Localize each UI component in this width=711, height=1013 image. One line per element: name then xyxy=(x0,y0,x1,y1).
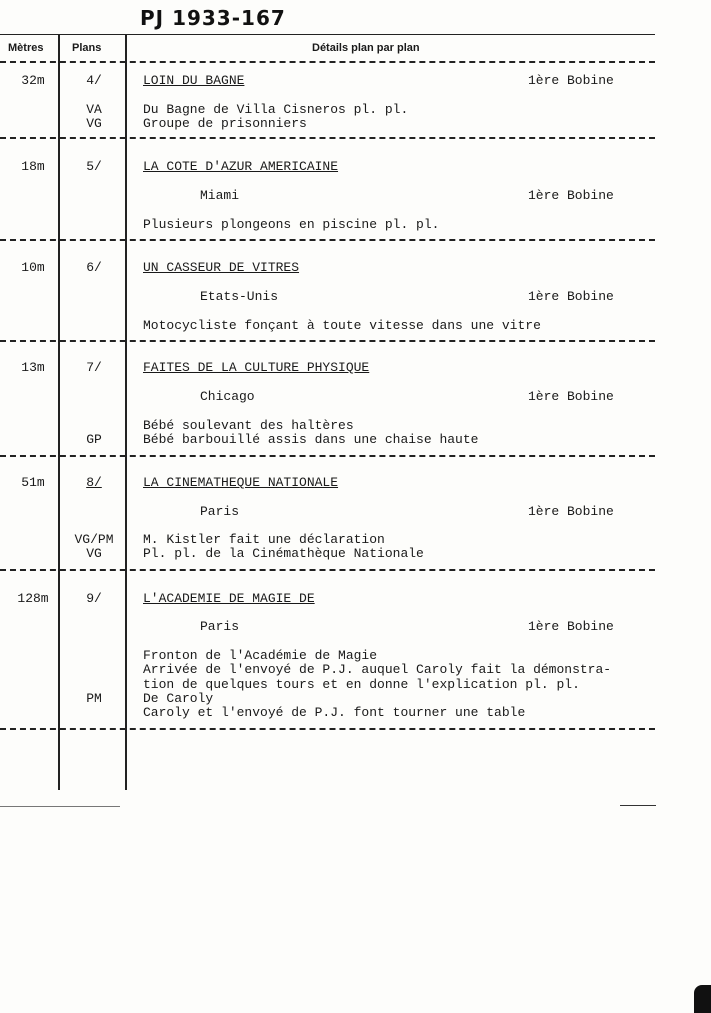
row-plan: 4/ xyxy=(86,73,102,88)
row-metres: 10m xyxy=(21,260,45,275)
row-plan: 5/ xyxy=(86,159,102,174)
row-bobine: 1ère Bobine xyxy=(528,619,614,634)
column-divider-metres xyxy=(58,35,60,790)
row-bobine: 1ère Bobine xyxy=(528,389,614,404)
page-edge-mark xyxy=(694,985,711,1013)
row-bobine: 1ère Bobine xyxy=(528,504,614,519)
row-metres: 51m xyxy=(21,475,45,490)
row-title: LA COTE D'AZUR AMERICAINE xyxy=(143,159,339,174)
row-separator xyxy=(0,239,655,241)
line-text: De Caroly xyxy=(143,691,214,706)
line-text: M. Kistler fait une déclaration xyxy=(143,532,385,547)
bottom-rule xyxy=(0,806,120,807)
line-code: GP xyxy=(86,432,102,447)
row-plan: 7/ xyxy=(86,360,102,375)
row-bobine: 1ère Bobine xyxy=(528,188,614,203)
row-bobine: 1ère Bobine xyxy=(528,73,614,88)
row-location: Paris xyxy=(200,504,240,519)
bottom-rule-right xyxy=(620,805,656,806)
line-text: Plusieurs plongeons en piscine pl. pl. xyxy=(143,217,440,232)
line-code: VG xyxy=(86,116,102,131)
line-code: VG/PM xyxy=(74,532,114,547)
line-text: tion de quelques tours et en donne l'explication pl. pl. xyxy=(143,677,580,692)
line-text: Pl. pl. de la Cinémathèque Nationale xyxy=(143,546,424,561)
line-text: Bébé soulevant des haltères xyxy=(143,418,354,433)
row-location: Miami xyxy=(200,188,240,203)
column-divider-plans xyxy=(125,35,127,790)
row-separator xyxy=(0,728,655,730)
row-metres: 32m xyxy=(21,73,45,88)
row-title: L'ACADEMIE DE MAGIE DE xyxy=(143,591,315,606)
column-header-details: Détails plan par plan xyxy=(312,42,420,54)
column-header-plans: Plans xyxy=(72,42,102,54)
line-text: Fronton de l'Académie de Magie xyxy=(143,648,378,663)
row-title: UN CASSEUR DE VITRES xyxy=(143,260,300,275)
line-code: VG xyxy=(86,546,102,561)
line-code: VA xyxy=(86,102,102,117)
line-text: Caroly et l'envoyé de P.J. font tourner une table xyxy=(143,705,526,720)
line-text: Bébé barbouillé assis dans une chaise haute xyxy=(143,432,479,447)
row-location: Etats-Unis xyxy=(200,289,279,304)
line-text: Motocycliste fonçant à toute vitesse dans une vitre xyxy=(143,318,541,333)
row-plan: 6/ xyxy=(86,260,102,275)
row-title: LOIN DU BAGNE xyxy=(143,73,245,88)
row-title: FAITES DE LA CULTURE PHYSIQUE xyxy=(143,360,370,375)
row-location: Paris xyxy=(200,619,240,634)
line-code: PM xyxy=(86,691,102,706)
handwritten-reference: PJ 1933-167 xyxy=(140,6,286,30)
row-bobine: 1ère Bobine xyxy=(528,289,614,304)
row-plan: 9/ xyxy=(86,591,102,606)
line-text: Arrivée de l'envoyé de P.J. auquel Caroly fait la démonstra- xyxy=(143,662,612,677)
row-metres: 128m xyxy=(17,591,49,606)
line-text: Groupe de prisonniers xyxy=(143,116,307,131)
column-header-metres: Mètres xyxy=(8,42,44,54)
row-title: LA CINEMATHEQUE NATIONALE xyxy=(143,475,339,490)
row-separator xyxy=(0,455,655,457)
line-text: Du Bagne de Villa Cisneros pl. pl. xyxy=(143,102,409,117)
top-rule xyxy=(0,34,655,35)
row-separator xyxy=(0,569,655,571)
row-metres: 18m xyxy=(21,159,45,174)
row-location: Chicago xyxy=(200,389,255,404)
row-plan: 8/ xyxy=(86,475,102,490)
row-separator xyxy=(0,137,655,139)
row-metres: 13m xyxy=(21,360,45,375)
header-rule xyxy=(0,61,655,63)
row-separator xyxy=(0,340,655,342)
